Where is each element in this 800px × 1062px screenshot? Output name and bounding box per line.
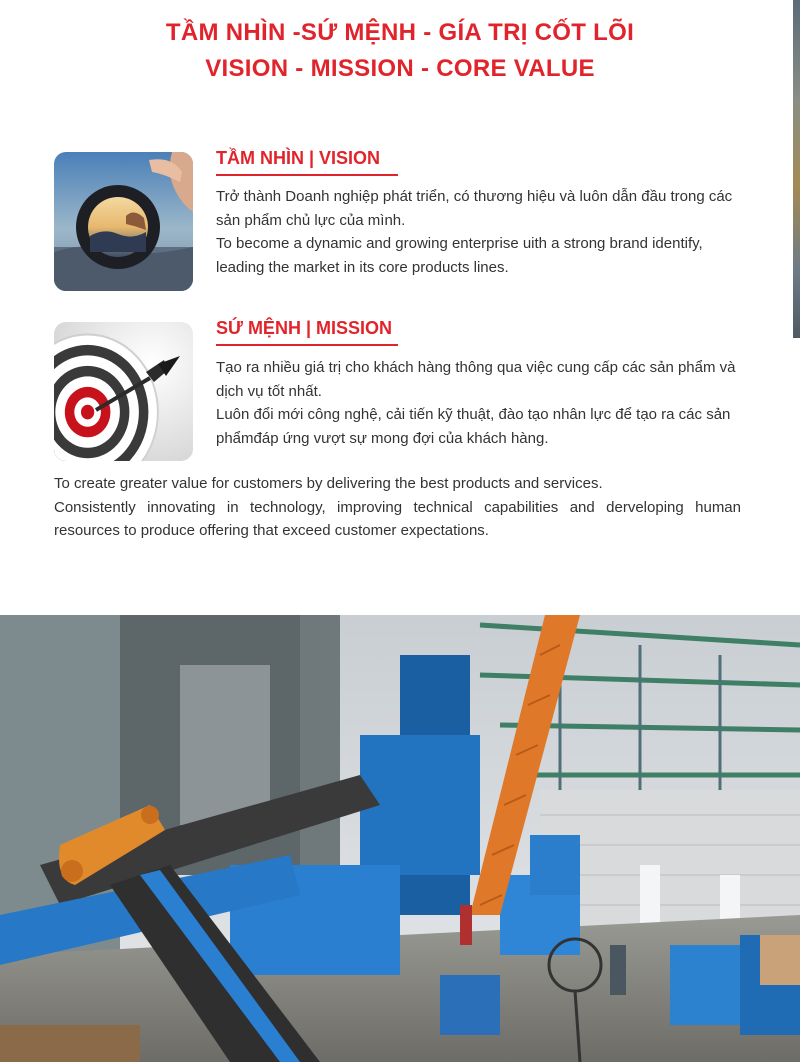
mission-heading-text: SỨ MỆNH | MISSION bbox=[216, 318, 392, 338]
target-dart-icon bbox=[54, 322, 193, 461]
mission-text-vi-1: Tạo ra nhiều giá trị cho khách hàng thông qua việc cung cấp các sản phẩm và dịch vụ tốt nhất. bbox=[216, 359, 736, 400]
vision-heading-underline bbox=[216, 174, 398, 176]
page-title-en: VISION - MISSION - CORE VALUE bbox=[205, 55, 595, 82]
vision-heading-text: TẦM NHÌN | VISION bbox=[216, 148, 381, 168]
vision-text-vi: Trở thành Doanh nghiệp phát triển, có thương hiệu và luôn dẫn đầu trong các sản phẩm chủ lực của mình. bbox=[216, 188, 733, 229]
mission-text-vi-2: Luôn đổi mới công nghệ, cải tiến kỹ thuật, đào tạo nhân lực để tạo ra các sản phẩmđáp ứng vượt sự mong đợi của khách hàng. bbox=[216, 406, 731, 447]
vision-heading bbox=[216, 148, 398, 176]
mission-text bbox=[216, 356, 741, 450]
right-edge-photo-strip bbox=[793, 0, 800, 338]
vision-text bbox=[216, 185, 741, 279]
factory-photo bbox=[0, 615, 800, 1062]
lens-landscape-icon bbox=[54, 152, 193, 291]
mission-heading bbox=[216, 318, 398, 346]
vision-text-en: To become a dynamic and growing enterprise uith a strong brand identify, leading the market in its core products lines. bbox=[216, 235, 703, 276]
mission-heading-underline bbox=[216, 344, 398, 346]
mission-text-en-1: To create greater value for customers by delivering the best products and services. bbox=[54, 475, 603, 492]
mission-text-en-2: Consistently innovating in technology, improving technical capabilities and derveloping human resources to produce offering that exceed customer expectations. bbox=[54, 498, 741, 539]
mission-text-en bbox=[54, 472, 741, 543]
page-title-vi: TẦM NHÌN -SỨ MỆNH - GÍA TRỊ CỐT LÕI bbox=[165, 19, 635, 46]
